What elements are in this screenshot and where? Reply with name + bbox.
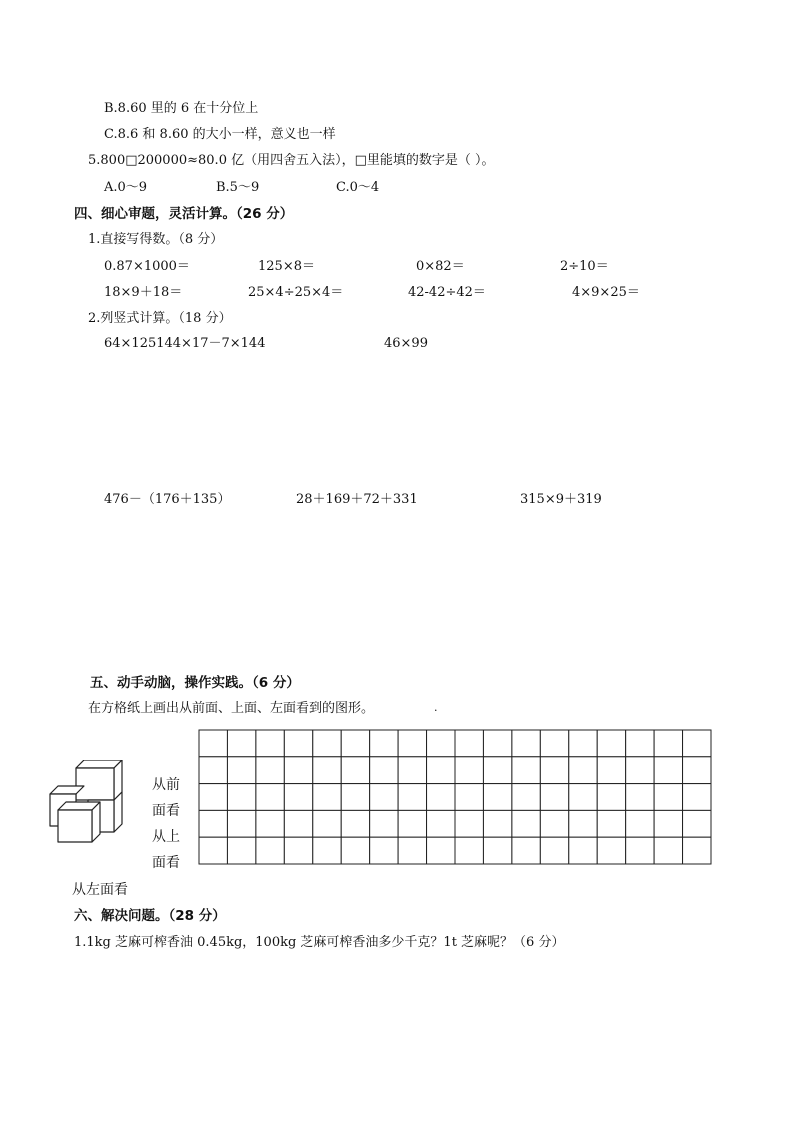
grid-cell[interactable] (284, 730, 312, 757)
oral-calc-6: 25×4÷25×4＝ (248, 285, 344, 300)
section-5-heading: 五、动手动脑，操作实践。（6 分） (90, 675, 300, 691)
grid-cell[interactable] (370, 784, 398, 811)
grid-cell[interactable] (683, 837, 711, 864)
grid-cell[interactable] (370, 810, 398, 837)
grid-cell[interactable] (540, 730, 568, 757)
grid-cell[interactable] (569, 784, 597, 811)
grid-cell[interactable] (512, 810, 540, 837)
grid-cell[interactable] (398, 837, 426, 864)
vertical-calc-5: 315×9＋319 (520, 492, 602, 507)
grid-cell[interactable] (540, 757, 568, 784)
grid-cell[interactable] (483, 730, 511, 757)
question-5-stem: 5.800□200000≈80.0 亿（用四舍五入法），□里能填的数字是（ ）。 (88, 153, 495, 168)
cube-side-face-right (114, 792, 122, 832)
grid-cell[interactable] (683, 810, 711, 837)
grid-cell[interactable] (313, 837, 341, 864)
grid-cell[interactable] (654, 730, 682, 757)
cube-front-face-upper (76, 768, 114, 800)
grid-cell[interactable] (626, 784, 654, 811)
grid-cell[interactable] (427, 730, 455, 757)
vertical-calc-1: 64×125144×17－7×144 (104, 336, 266, 351)
grid-cell[interactable] (427, 757, 455, 784)
grid-cell[interactable] (597, 784, 625, 811)
grid-cell[interactable] (227, 757, 255, 784)
grid-cell[interactable] (427, 784, 455, 811)
grid-cell[interactable] (256, 757, 284, 784)
grid-cell[interactable] (256, 837, 284, 864)
grid-cell[interactable] (227, 784, 255, 811)
grid-cell[interactable] (199, 730, 227, 757)
section-4-heading: 四、细心审题，灵活计算。（26 分） (74, 206, 294, 222)
oral-calc-2: 125×8＝ (258, 259, 315, 274)
grid-cell[interactable] (483, 784, 511, 811)
grid-cell[interactable] (683, 730, 711, 757)
grid-cell[interactable] (427, 837, 455, 864)
vertical-calc-2: 46×99 (384, 336, 428, 351)
grid-cell[interactable] (626, 810, 654, 837)
grid-cell[interactable] (284, 757, 312, 784)
grid-cell[interactable] (199, 837, 227, 864)
grid-cell[interactable] (683, 757, 711, 784)
grid-cell[interactable] (398, 730, 426, 757)
grid-cell[interactable] (483, 757, 511, 784)
grid-cell[interactable] (427, 810, 455, 837)
grid-cell[interactable] (654, 784, 682, 811)
grid-cell[interactable] (569, 757, 597, 784)
grid-cell[interactable] (341, 784, 369, 811)
top-view-label-1: 从上 (152, 829, 180, 845)
q2-label: 2.列竖式计算。（18 分） (88, 311, 232, 326)
front-view-label-1: 从前 (152, 777, 180, 793)
question-5-option-b: B.5～9 (216, 180, 260, 195)
grid-cell[interactable] (483, 810, 511, 837)
grid-cell[interactable] (199, 757, 227, 784)
grid-cell[interactable] (512, 757, 540, 784)
grid-cell[interactable] (199, 810, 227, 837)
grid-cell[interactable] (512, 784, 540, 811)
grid-cell[interactable] (256, 810, 284, 837)
grid-cell[interactable] (540, 837, 568, 864)
grid-cell[interactable] (597, 810, 625, 837)
oral-calc-1: 0.87×1000＝ (104, 259, 190, 274)
grid-cell[interactable] (455, 757, 483, 784)
grid-cell[interactable] (512, 730, 540, 757)
grid-cell[interactable] (284, 784, 312, 811)
grid-cell[interactable] (313, 730, 341, 757)
oral-calc-8: 4×9×25＝ (572, 285, 640, 300)
section-6-heading: 六、解决问题。（28 分） (74, 908, 226, 924)
grid-cell[interactable] (370, 730, 398, 757)
grid-cell[interactable] (313, 810, 341, 837)
grid-cell[interactable] (654, 757, 682, 784)
grid-cell[interactable] (341, 837, 369, 864)
grid-cell[interactable] (341, 757, 369, 784)
grid-cell[interactable] (569, 837, 597, 864)
grid-cell[interactable] (597, 730, 625, 757)
grid-cell[interactable] (256, 784, 284, 811)
oral-calc-5: 18×9＋18＝ (104, 285, 183, 300)
q1-label: 1.直接写得数。（8 分） (88, 232, 224, 247)
left-view-label: 从左面看 (72, 882, 128, 898)
drawing-grid[interactable] (198, 729, 712, 865)
grid-cell[interactable] (455, 784, 483, 811)
grid-cell[interactable] (597, 757, 625, 784)
grid-cell[interactable] (626, 730, 654, 757)
grid-cell[interactable] (370, 837, 398, 864)
grid-cell[interactable] (341, 810, 369, 837)
grid-cell[interactable] (227, 810, 255, 837)
option-b: B.8.60 里的 6 在十分位上 (104, 101, 259, 116)
grid-cell[interactable] (455, 810, 483, 837)
grid-cell[interactable] (227, 837, 255, 864)
vertical-calc-3: 476－（176＋135） (104, 492, 231, 507)
oral-calc-3: 0×82＝ (416, 259, 465, 274)
cube-front-face-front (58, 810, 92, 842)
vertical-calc-4: 28＋169＋72＋331 (296, 492, 418, 507)
grid-cell[interactable] (313, 757, 341, 784)
question-5-option-a: A.0～9 (104, 180, 148, 195)
grid-cell[interactable] (683, 784, 711, 811)
grid-cell[interactable] (626, 757, 654, 784)
oral-calc-4: 2÷10＝ (560, 259, 609, 274)
grid-cell[interactable] (398, 757, 426, 784)
grid-cell[interactable] (455, 837, 483, 864)
grid-cell[interactable] (455, 730, 483, 757)
grid-cell[interactable] (654, 837, 682, 864)
question-5-option-c: C.0～4 (336, 180, 380, 195)
instruction-dot: . (434, 701, 438, 714)
grid-cell[interactable] (512, 837, 540, 864)
grid-cell[interactable] (313, 784, 341, 811)
oral-calc-7: 42-42÷42＝ (408, 285, 486, 300)
grid-cell[interactable] (540, 810, 568, 837)
grid-cell[interactable] (483, 837, 511, 864)
grid-cell[interactable] (398, 810, 426, 837)
grid-cell[interactable] (626, 837, 654, 864)
top-view-label-2: 面看 (152, 855, 180, 871)
cube-stack-figure (48, 760, 130, 850)
problem-1: 1.1kg 芝麻可榨香油 0.45kg，100kg 芝麻可榨香油多少千克？1t 芝麻呢？（6 分） (74, 935, 565, 950)
grid-cell[interactable] (398, 784, 426, 811)
drawing-instruction: 在方格纸上画出从前面、上面、左面看到的图形。 (88, 701, 375, 716)
grid-cell[interactable] (569, 730, 597, 757)
grid-cell[interactable] (370, 757, 398, 784)
front-view-label-2: 面看 (152, 803, 180, 819)
grid-cell[interactable] (284, 837, 312, 864)
grid-cell[interactable] (227, 730, 255, 757)
grid-cell[interactable] (199, 784, 227, 811)
option-c: C.8.6 和 8.60 的大小一样，意义也一样 (104, 127, 336, 142)
grid-cell[interactable] (569, 810, 597, 837)
cube-side-face-front (92, 802, 100, 842)
grid-cell[interactable] (341, 730, 369, 757)
grid-cell[interactable] (256, 730, 284, 757)
grid-cell[interactable] (654, 810, 682, 837)
grid-cell[interactable] (284, 810, 312, 837)
grid-cell[interactable] (597, 837, 625, 864)
grid-cell[interactable] (540, 784, 568, 811)
